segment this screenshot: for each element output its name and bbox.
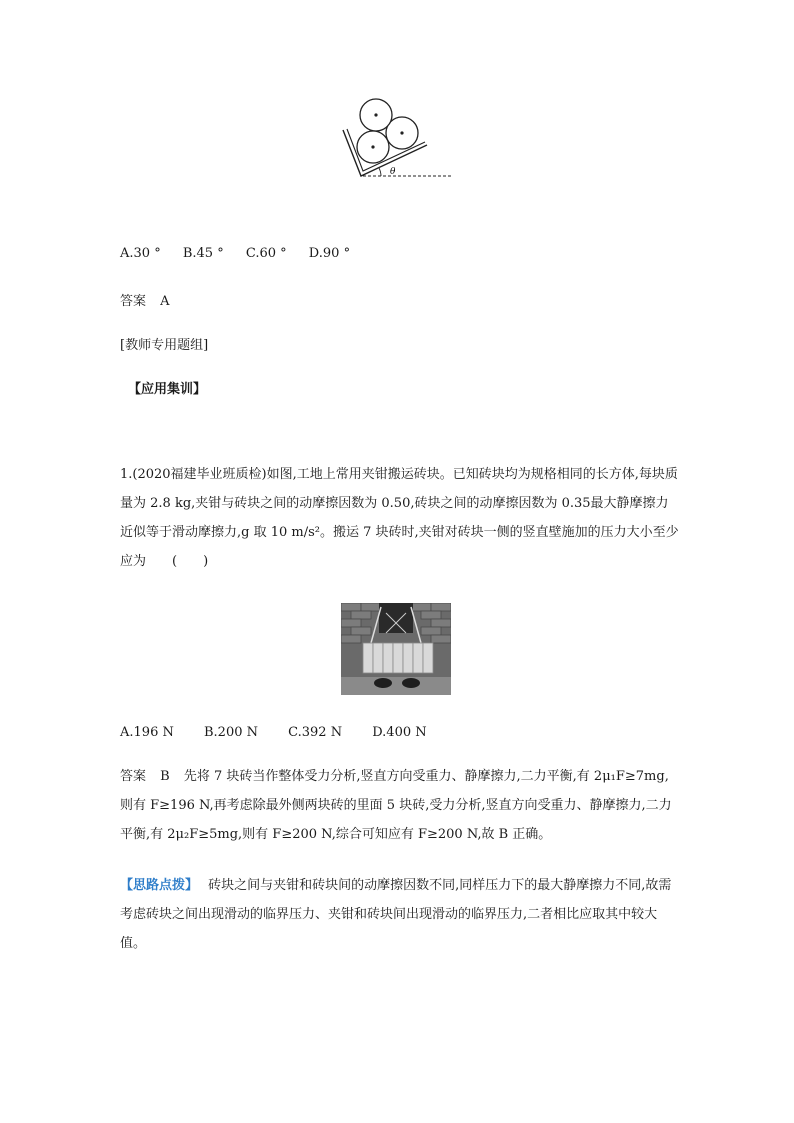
question-1-answer [120,762,680,849]
prev-question-options [120,246,350,261]
brick-clamp-photo [341,603,451,695]
question-1-options [120,725,427,740]
answer-label: 答案 [120,769,147,784]
answer-value: B [160,769,170,784]
option-d: D.400 N [372,725,427,740]
answer-label: 答案 [120,294,147,309]
training-heading: 【应用集训】 [128,382,207,397]
angle-arc [379,168,381,176]
option-c: C.60 ° [245,246,287,261]
prev-answer [120,290,170,309]
option-b: B.200 N [203,725,258,740]
angle-theta-label: θ [390,167,396,177]
answer-explanation: 先将 7 块砖当作整体受力分析,竖直方向受重力、静摩擦力,二力平衡,有 2μ₁F≥7mg,则有 F≥196 N,再考虑除最外侧两块砖的里面 5 块砖,受力分析,竖直方向受重力、静摩擦力,二力平衡,有 2μ₂F≥5mg,则有 F≥200 N,综合可知应有 F≥200 N,故 B 正确。 [120,769,672,842]
hint-text: 砖块之间与夹钳和砖块间的动摩擦因数不同,同样压力下的最大静摩擦力不同,故需考虑砖块之间出现滑动的临界压力、夹钳和砖块间出现滑动的临界压力,二者相比应取其中较大值。 [120,878,672,951]
question-1-text: 1.(2020福建毕业班质检)如图,工地上常用夹钳搬运砖块。已知砖块均为规格相同的长方体,每块质量为 2.8 kg,夹钳与砖块之间的动摩擦因数为 0.50,砖块之间的动摩擦因数为 0.35最大静摩擦力近似等于滑动摩擦力,g 取 10 m/s²。搬运 7 块砖时,夹钳对砖块一侧的竖直壁施加的压力大小至少应为 ( ) [120,467,679,569]
hint-block [120,871,680,958]
option-a: A.30 ° [120,246,161,261]
option-a: A.196 N [120,725,174,740]
hint-label: 【思路点拨】 [120,878,199,893]
option-b: B.45 ° [182,246,224,261]
teacher-group-heading: [教师专用题组] [120,338,209,353]
incline-balls-figure [335,92,465,187]
answer-value: A [160,294,170,309]
option-c: C.392 N [288,725,343,740]
brick-clamp-photo-drawing [341,603,451,695]
option-d: D.90 ° [308,246,351,261]
